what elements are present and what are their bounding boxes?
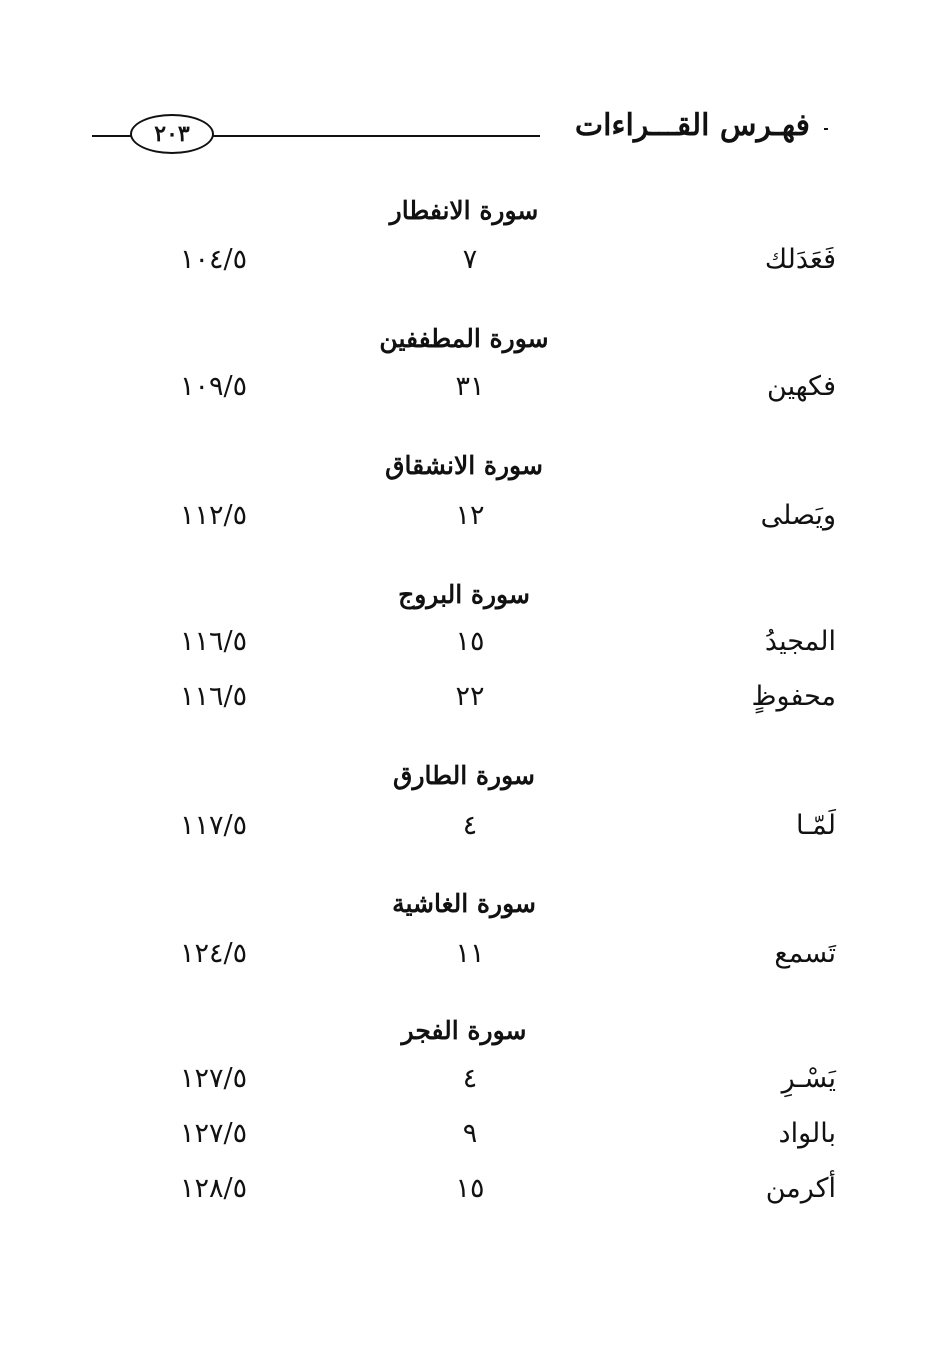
index-row: [0, 626, 936, 666]
ayah-number: ١١: [455, 938, 485, 969]
reading-word: لَمّـا: [796, 810, 836, 841]
ayah-number: ٢٢: [455, 681, 485, 712]
reading-word: محفوظٍ: [751, 681, 836, 712]
index-row: [0, 681, 936, 721]
volume-page-ref: ١٠٤/٥: [180, 244, 248, 275]
ayah-number: ٤: [462, 810, 478, 841]
reading-word: يَسْـرِ: [781, 1063, 836, 1094]
index-row: [0, 1118, 936, 1158]
volume-page-ref: ١٢٨/٥: [180, 1173, 248, 1204]
index-row: [0, 500, 936, 540]
header-rule-left: [92, 135, 132, 137]
volume-page-ref: ١١٦/٥: [180, 626, 248, 657]
surah-heading: سورة الانفطار: [389, 196, 539, 225]
volume-page-ref: ١١٦/٥: [180, 681, 248, 712]
reading-word: فَعَدَلك: [764, 244, 836, 275]
reading-word: أكرمن: [765, 1173, 836, 1204]
surah-heading: سورة الطارق: [393, 761, 535, 790]
ayah-number: ١٥: [455, 1173, 485, 1204]
reading-word: بالواد: [778, 1118, 836, 1149]
surah-heading: سورة الانشقاق: [385, 451, 543, 480]
surah-heading: سورة المطففين: [379, 324, 549, 353]
reading-word: فكهين: [767, 371, 836, 402]
reading-word: تَسمع: [774, 938, 836, 969]
header-title: فهـرس القـــراءات: [561, 108, 824, 143]
index-row: [0, 810, 936, 850]
reading-word: ويَصلى: [760, 500, 836, 531]
page-number: ٢٠٣: [130, 114, 214, 154]
volume-page-ref: ١١٢/٥: [180, 500, 248, 531]
ayah-number: ٤: [462, 1063, 478, 1094]
volume-page-ref: ١٢٤/٥: [180, 938, 248, 969]
header-rule-middle: [210, 135, 540, 137]
index-row: [0, 244, 936, 284]
page-header: [0, 100, 936, 180]
volume-page-ref: ١١٧/٥: [180, 810, 248, 841]
volume-page-ref: ١٠٩/٥: [180, 371, 248, 402]
ayah-number: ٣١: [455, 371, 485, 402]
reading-word: المجيدُ: [764, 626, 836, 657]
surah-heading: سورة الغاشية: [392, 889, 536, 918]
index-row: [0, 938, 936, 978]
volume-page-ref: ١٢٧/٥: [180, 1063, 248, 1094]
index-row: [0, 1173, 936, 1213]
index-row: [0, 371, 936, 411]
surah-heading: سورة الفجر: [401, 1016, 527, 1045]
volume-page-ref: ١٢٧/٥: [180, 1118, 248, 1149]
index-row: [0, 1063, 936, 1103]
ayah-number: ١٢: [455, 500, 485, 531]
surah-heading: سورة البروج: [398, 580, 530, 609]
ayah-number: ٧: [462, 244, 478, 275]
ayah-number: ٩: [462, 1118, 478, 1149]
ayah-number: ١٥: [455, 626, 485, 657]
